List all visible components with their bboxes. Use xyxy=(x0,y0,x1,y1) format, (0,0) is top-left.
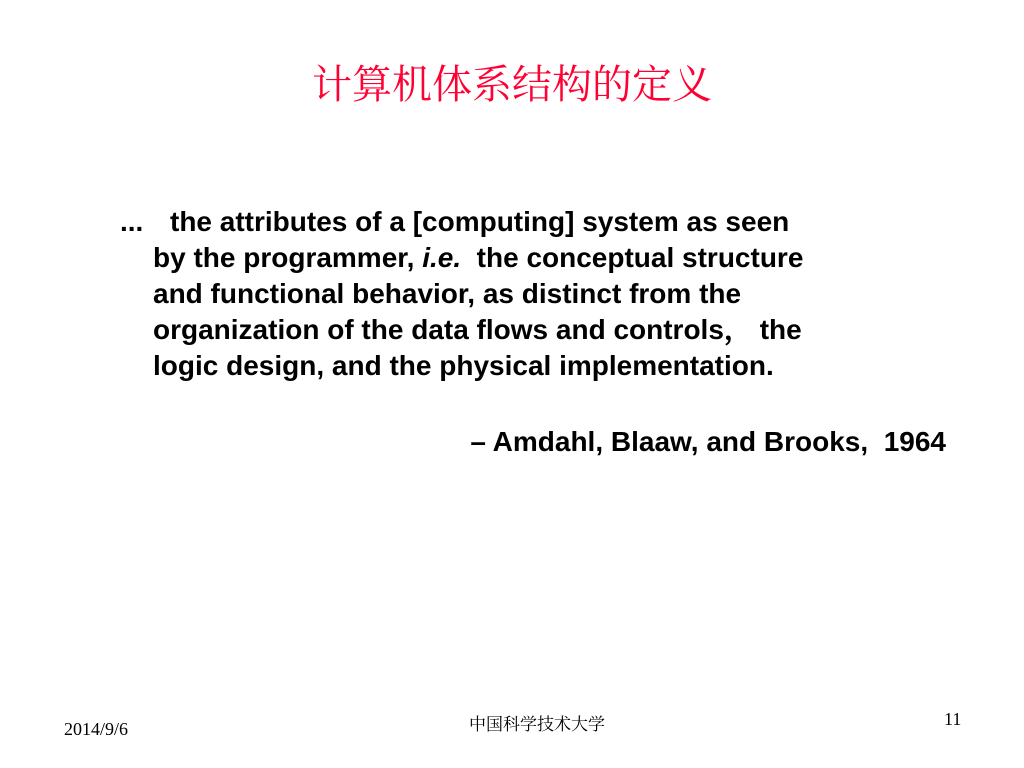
quote-line-4: organization of the data flows and controls， the xyxy=(153,314,802,345)
quote-line-2-start: by the programmer, xyxy=(153,242,423,273)
slide-title: 计算机体系结构的定义 xyxy=(312,62,712,108)
quote-line-1 xyxy=(120,204,960,240)
quote-line-2-end: the conceptual structure xyxy=(461,242,804,273)
quote-line-2 xyxy=(120,240,960,276)
quote-line-1-text: the attributes of a [computing] system as seen xyxy=(170,206,790,237)
quote-ellipsis: ... xyxy=(120,206,144,237)
definition-quote xyxy=(120,204,960,384)
page-number: 11 xyxy=(944,709,962,729)
quote-ie-italic: i.e. xyxy=(422,242,462,273)
footer-date: 2014/9/6 xyxy=(64,719,129,739)
footer-institution: 中国科学技术大学 xyxy=(469,715,605,735)
quote-attribution: – Amdahl, Blaaw, and Brooks, 1964 xyxy=(470,426,946,457)
quote-line-3: and functional behavior, as distinct from the xyxy=(153,278,742,309)
quote-line-5: logic design, and the physical implementation. xyxy=(153,350,774,381)
